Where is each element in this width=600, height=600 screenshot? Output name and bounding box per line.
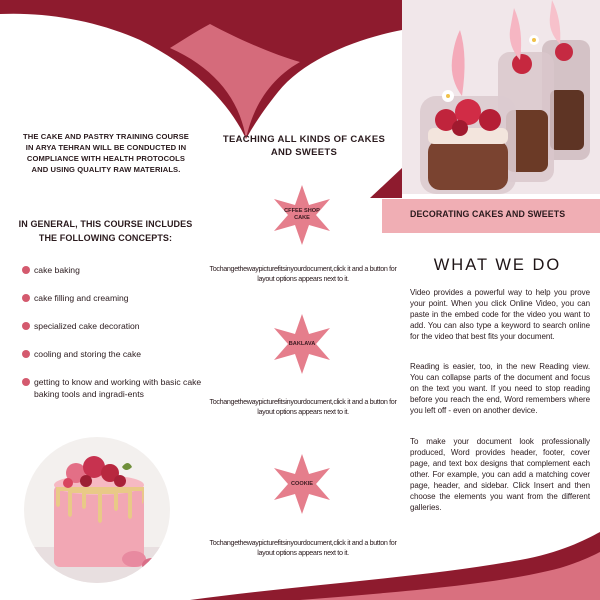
banner-title: DECORATING CAKES AND SWEETS [410,209,566,219]
concepts-title: IN GENERAL, THIS COURSE INCLUDES THE FOLLOWING CONCEPTS: [18,219,193,243]
section-heading: WHAT WE DO [433,256,562,274]
list-item [22,292,202,304]
concept-label: cake filling and creaming [34,293,129,303]
concept-label: cooling and storing the cake [34,349,142,359]
bullet-icon [22,322,30,330]
paragraph: Reading is easier, too, in the new Reading view. You can collapse parts of the document and focus on the text you want. If you need to stop reading before you reach the end, Word remembers where you left off - even on another device. [410,362,590,415]
cake-type-description: Tochangethewaypicturefitsinyourdocument,click it and a button for layout options appears next to it. [209,264,397,283]
list-item [22,320,202,332]
cake-type-star-2 [270,312,334,376]
cake-type-description: Tochangethewaypicturefitsinyourdocument,click it and a button for layout options appears next to it. [209,538,397,557]
cake-type-star-1 [270,183,334,247]
cake-type-description: Tochangethewaypicturefitsinyourdocument,click it and a button for layout options appears next to it. [209,397,397,416]
intro-text: THE CAKE AND PASTRY TRAINING COURSE IN ARYA TEHRAN WILL BE CONDUCTED IN COMPLIANCE WITH HEALTH PROTOCOLS AND USING QUALITY RAW MATERIALS. [23,132,189,174]
dessert-cups-photo [402,0,600,194]
bullet-icon [22,378,30,386]
cake-type-label: COOKIE [290,480,314,487]
concept-label: specialized cake decoration [34,321,140,331]
cake-type-star-3 [270,452,334,516]
pink-cake-photo [24,437,170,583]
bullet-icon [22,294,30,302]
paragraph: Video provides a powerful way to help you prove your point. When you click Online Video, you can paste in the embed code for the video you want to add. You can also type a keyword to search online for the video that best fits your document. [410,288,590,341]
concept-label: getting to know and working with basic cake baking tools and ingradi-ents [34,377,202,399]
cake-type-label: CFFEE SHOP CAKE [284,208,320,221]
list-item [22,376,202,400]
cake-type-label: BAKLAVA [288,340,316,347]
bullet-icon [22,350,30,358]
middle-title: TEACHING ALL KINDS OF CAKES AND SWEETS [222,134,386,158]
bullet-icon [22,266,30,274]
list-item [22,348,202,360]
paragraph: To make your document look professionally produced, Word provides header, footer, cover page, and text box designs that complement each other. For example, you can add a matching cover page, header, and sidebar. Click Insert and then choose the elements you want from the different galleries. [410,437,590,512]
concept-list [22,262,202,400]
concept-label: cake baking [34,265,80,275]
list-item [22,264,202,276]
